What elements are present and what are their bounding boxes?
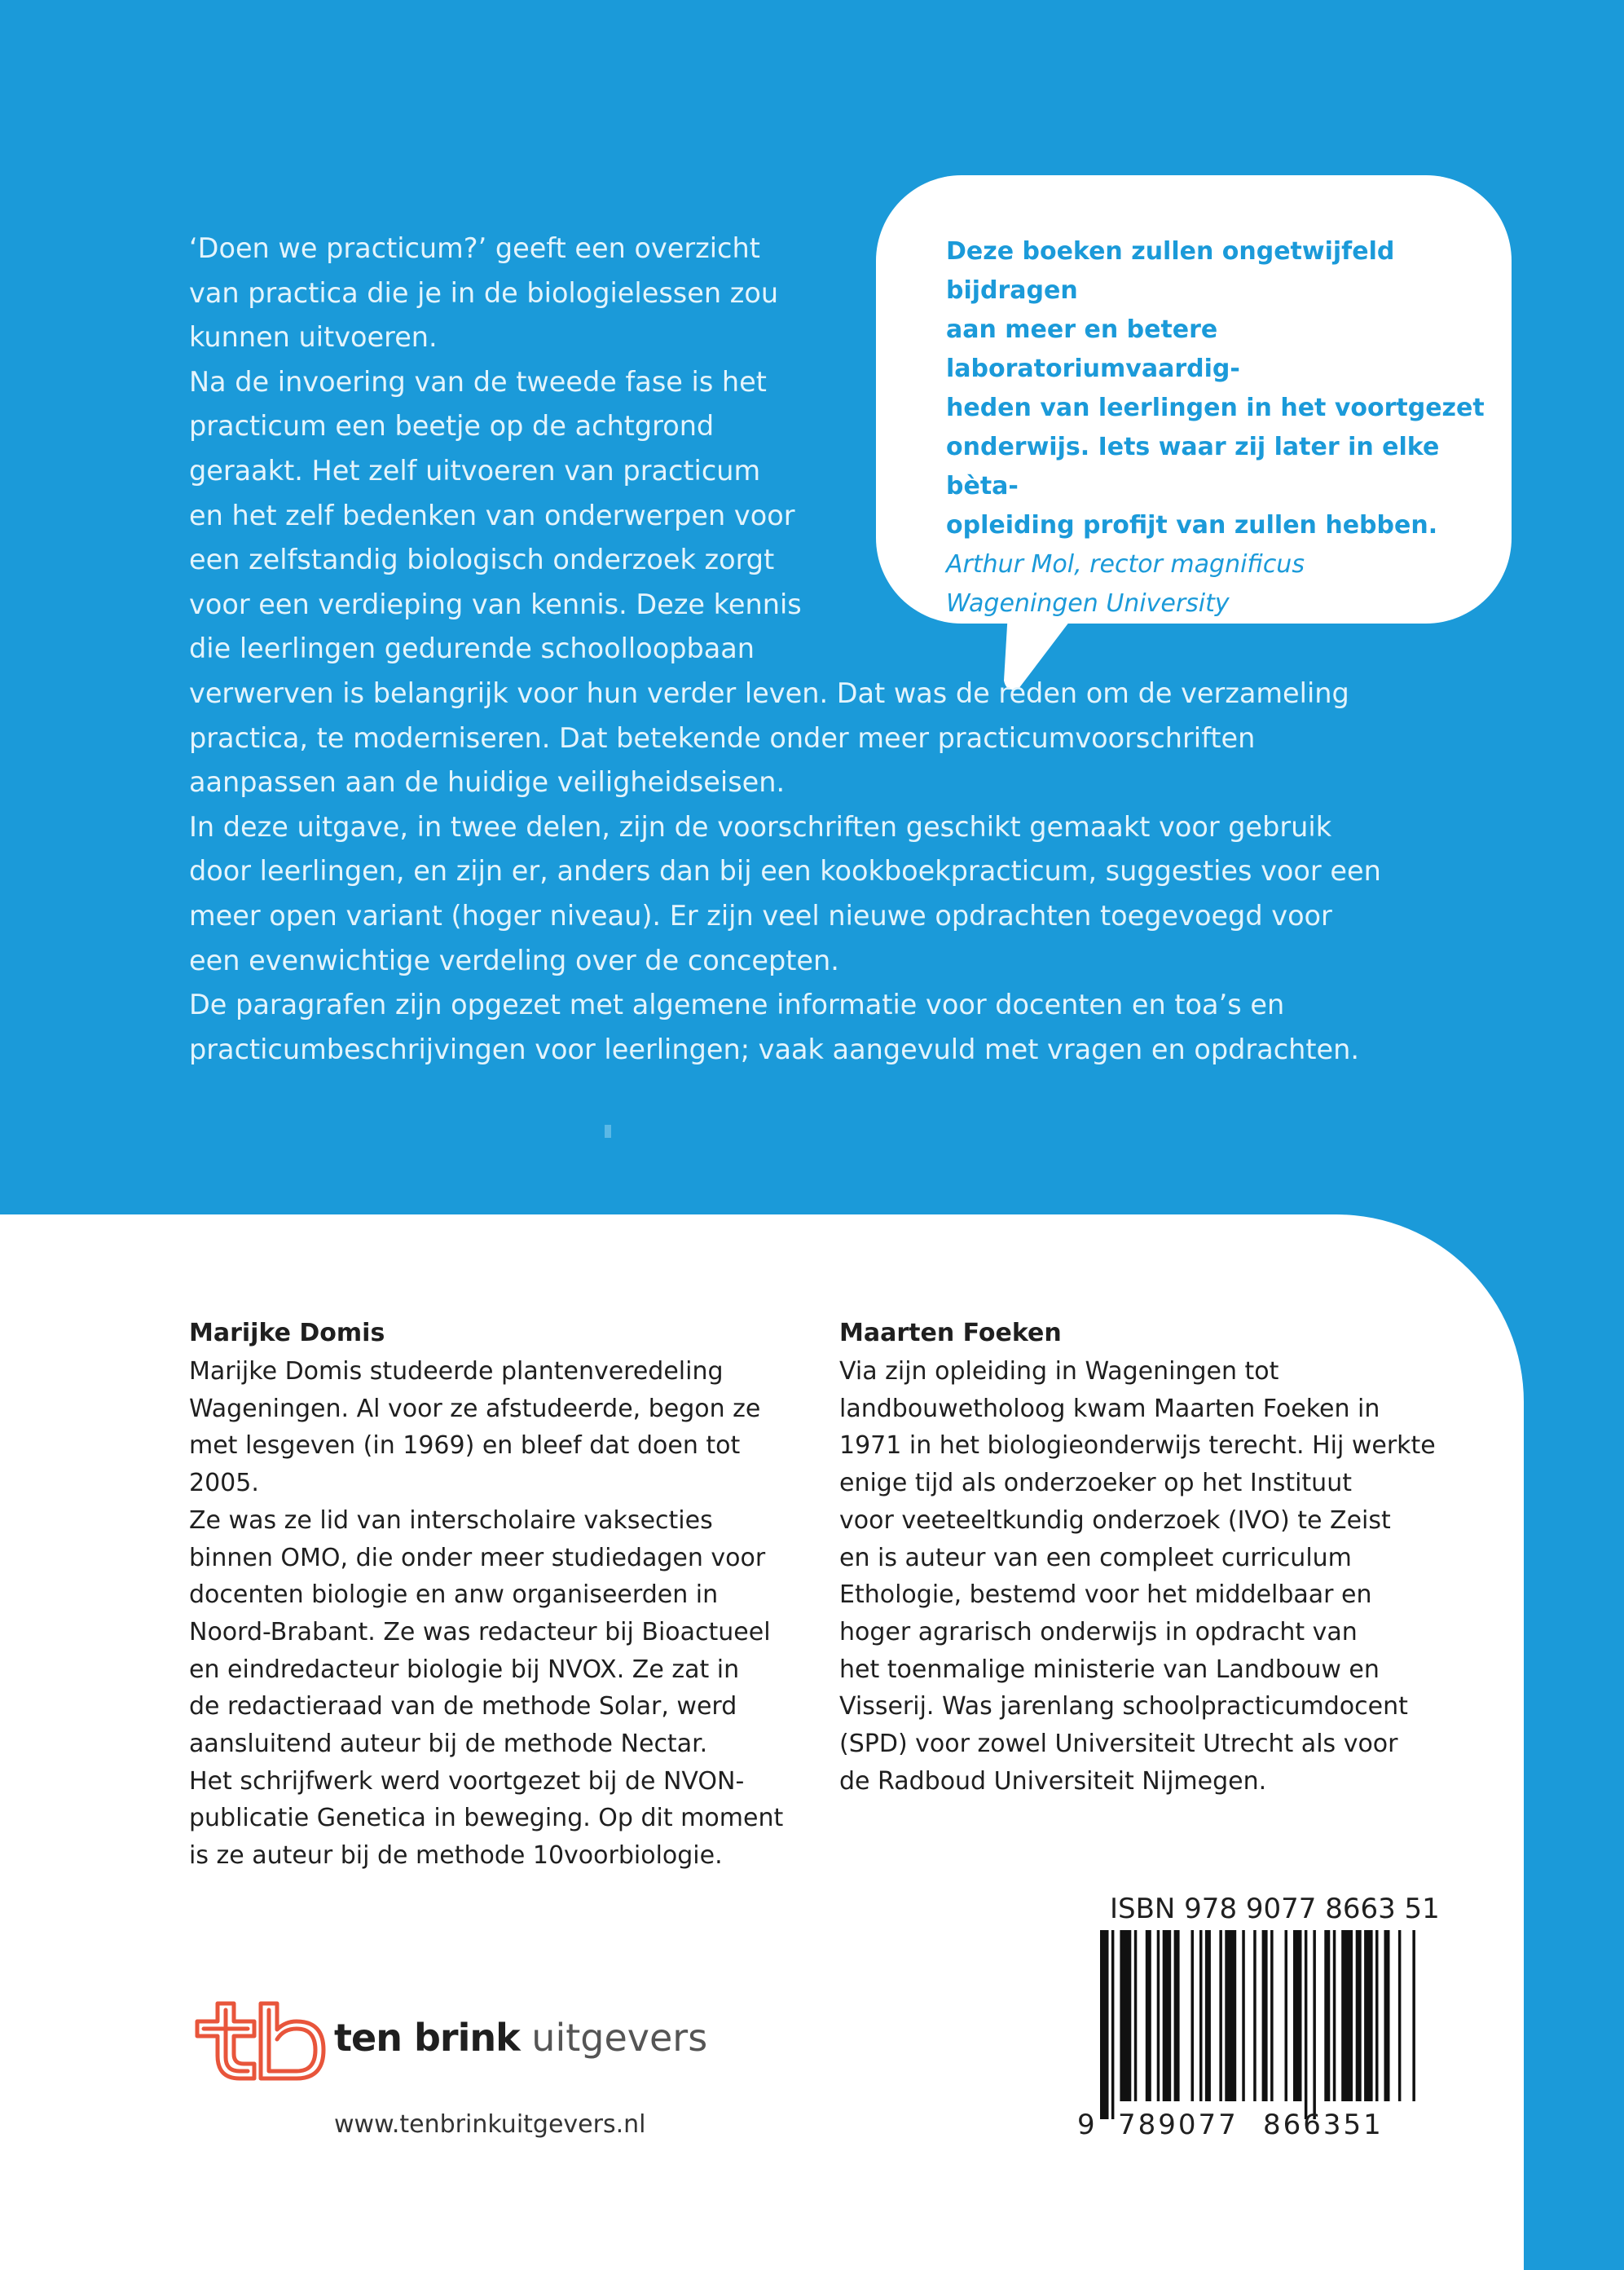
barcode-bar <box>1293 1930 1302 2101</box>
barcode-bar <box>1191 1930 1195 2101</box>
quote-author: Arthur Mol, rector magnificus <box>946 550 1305 579</box>
decorative-mark <box>605 1125 611 1138</box>
author-bio-foeken <box>839 1314 1459 1800</box>
barcode-bar <box>1262 1930 1268 2101</box>
barcode-bar <box>1333 1930 1336 2101</box>
barcode-bar <box>1205 1930 1211 2101</box>
publisher-website[interactable]: www.tenbrinkuitgevers.nl <box>334 2110 646 2139</box>
blurb-paragraph-4: De paragrafen zijn opgezet met algemene informatie voor docenten en toa’s en practicumbeschrijvingen voor leerlingen; vaak aangevuld met vragen en opdrachten. <box>189 989 1360 1065</box>
barcode-bar <box>1134 1930 1138 2101</box>
barcode-bar <box>1146 1930 1151 2101</box>
barcode-bar <box>1219 1930 1222 2101</box>
barcode-bar <box>1242 1930 1245 2101</box>
blurb-paragraph-3: In deze uitgave, in twee delen, zijn de voorschriften geschikt gemaakt voor gebruik door leerlingen, en zijn er, anders dan bij een kookboekpracticum, suggesties voor een meer open variant (hoger niveau). Er zijn veel nieuwe opdrachten toegevoegd voor een evenwichtige verdeling over de concepten. <box>189 810 1381 976</box>
barcode-digits-left: 789077 <box>1118 2109 1239 2141</box>
publisher-name-bold: ten brink <box>334 2016 520 2060</box>
barcode-bar <box>1305 1930 1308 2119</box>
barcode-bar <box>1163 1930 1172 2101</box>
barcode-bar <box>1157 1930 1160 2101</box>
barcode-bar <box>1324 1930 1330 2101</box>
isbn-label: ISBN 978 9077 8663 51 <box>1110 1893 1440 1925</box>
barcode-bar <box>1384 1930 1390 2101</box>
publisher-name-light: uitgevers <box>531 2016 708 2060</box>
author-name: Maarten Foeken <box>839 1319 1062 1347</box>
barcode-bar <box>1356 1930 1362 2101</box>
tb-logo-icon <box>189 1997 328 2087</box>
barcode-digit-first: 9 <box>1077 2109 1095 2141</box>
barcode-bar <box>1375 1930 1379 2101</box>
quote-text: Deze boeken zullen ongetwijfeld bijdragen aan meer en betere laboratoriumvaardig- heden van leerlingen in het voortgezet onderwijs. Iets waar zij later in elke bèta- opleiding profijt van zullen hebben. <box>946 237 1485 540</box>
barcode-bar <box>1398 1930 1402 2101</box>
barcode-bar <box>1225 1930 1236 2101</box>
barcode-bar <box>1253 1930 1257 2101</box>
barcode-bar <box>1341 1930 1353 2101</box>
author-bio-text: Marijke Domis studeerde plantenveredeling Wageningen. Al voor ze afstudeerde, begon ze met lesgeven (in 1969) en bleef dat doen tot 2005. Ze was ze lid van interscholaire vaksecties binnen OMO, die onder meer studiedagen voor docenten biologie en anw organiseerden in Noord-Brabant. Ze was redacteur bij Bioactueel en eindredacteur biologie bij NVOX. Ze zat in de redactieraad van de methode Solar, werd aansluitend auteur bij de methode Nectar. Het schrijfwerk werd voortgezet bij de NVON- publicatie Genetica in beweging. Op dit moment is ze auteur bij de methode 10voorbiologie. <box>189 1357 784 1871</box>
quote-affiliation: Wageningen University <box>946 589 1230 618</box>
publisher-logo <box>189 1997 735 2087</box>
barcode-bar <box>1412 1930 1415 2101</box>
barcode-bar <box>1111 1930 1115 2119</box>
barcode-bar <box>1100 1930 1109 2119</box>
isbn-barcode <box>1076 1930 1418 2142</box>
blurb-paragraph-2: Na de invoering van de tweede fase is het practicum een beetje op de achtgrond geraakt. Het zelf uitvoeren van practicum en het zelf bedenken van onderwerpen voor een zelfstandig biologisch onderzoek zorgt voor een verdieping van kennis. Deze kennis die leerlingen gedurende schoolloopbaan verwerven is belangrijk voor hun verder leven. Dat was de reden om de verzameling practica, te moderniseren. Dat betekende onder meer practicumvoorschriften aanpassen aan de huidige veiligheidseisen. <box>189 365 1349 799</box>
publisher-name <box>334 2013 707 2062</box>
barcode-bar <box>1285 1930 1288 2101</box>
barcode-digits-right: 866351 <box>1263 2109 1384 2141</box>
barcode-bar <box>1364 1930 1373 2101</box>
author-bio-domis <box>189 1314 808 1875</box>
barcode-bar <box>1174 1930 1180 2101</box>
blurb-text <box>189 227 1460 1072</box>
barcode-bar <box>1270 1930 1274 2101</box>
author-name: Marijke Domis <box>189 1319 385 1347</box>
barcode-bar <box>1120 1930 1131 2101</box>
blurb-paragraph-1: ‘Doen we practicum?’ geeft een overzicht van practica die je in de biologielessen zou kunnen uitvoeren. <box>189 232 779 354</box>
barcode-bar <box>1199 1930 1203 2101</box>
barcode-bar <box>1313 1930 1316 2119</box>
author-bio-text: Via zijn opleiding in Wageningen tot landbouwetholoog kwam Maarten Foeken in 1971 in het biologieonderwijs terecht. Hij werkte enige tijd als onderzoeker op het Instituut voor veeteeltkundig onderzoek (IVO) te Zeist en is auteur van een compleet curriculum Ethologie, bestemd voor het middelbaar en hoger agrarisch onderwijs in opdracht van het toenmalige ministerie van Landbouw en Visserij. Was jarenlang schoolpracticumdocent (SPD) voor zowel Universiteit Utrecht als voor de Radboud Universiteit Nijmegen. <box>839 1357 1436 1796</box>
